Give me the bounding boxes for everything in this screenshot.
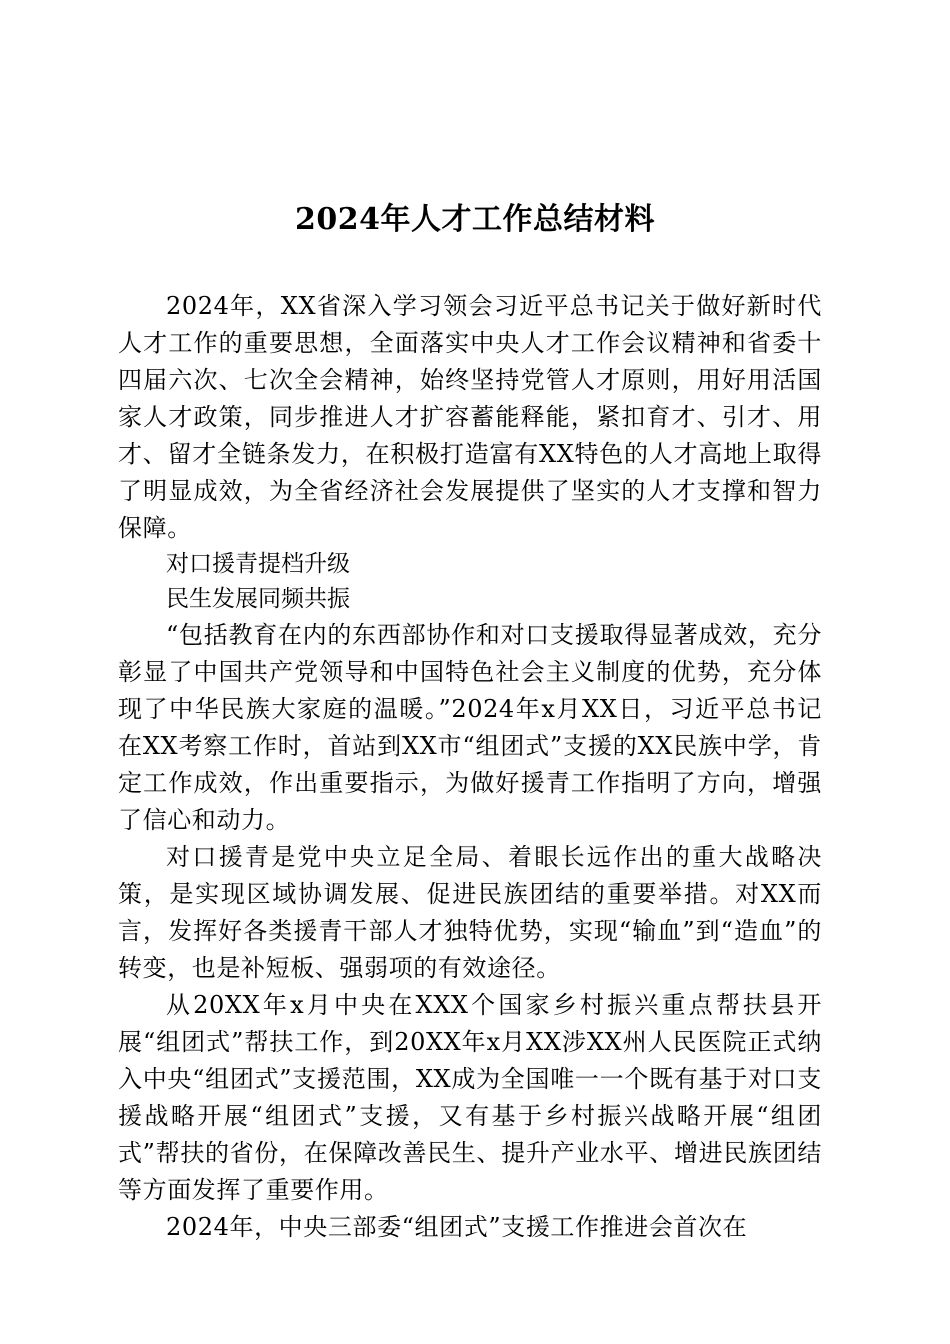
document-title: 2024年人才工作总结材料 <box>295 202 655 237</box>
section-heading-1: 对口援青提档升级 <box>166 551 350 577</box>
body-paragraph-4: 2024年，中央三部委“组团式”支援工作推进会首次在 <box>166 1213 748 1241</box>
document-body <box>118 288 822 1246</box>
intro-paragraph: 2024年，XX省深入学习领会习近平总书记关于做好新时代人才工作的重要思想，全面落实中央人才工作会议精神和省委十四届六次、七次全会精神，始终坚持党管人才原则，用好用活国家人才政策，同步推进人才扩容蓄能释能，紧扣育才、引才、用才、留才全链条发力，在积极打造富有XX特色的人才高地上取得了明显成效，为全省经济社会发展提供了坚实的人才支撑和智力保障。 <box>118 292 822 542</box>
body-paragraph-2: 对口援青是党中央立足全局、着眼长远作出的重大战略决策，是实现区域协调发展、促进民族团结的重要举措。对XX而言，发挥好各类援青干部人才独特优势，实现“输血”到“造血”的转变，也是补短板、强弱项的有效途径。 <box>118 843 822 982</box>
body-paragraph-3: 从20XX年x月中央在XXX个国家乡村振兴重点帮扶县开展“组团式”帮扶工作，到20XX年x月XX涉XX州人民医院正式纳入中央“组团式”支援范围，XX成为全国唯一一个既有基于对口支援战略开展“组团式”支援，又有基于乡村振兴战略开展“组团式”帮扶的省份，在保障改善民生、提升产业水平、增进民族团结等方面发挥了重要作用。 <box>118 991 822 1204</box>
section-heading-2: 民生发展同频共振 <box>166 586 350 612</box>
body-paragraph-1: “包括教育在内的东西部协作和对口支援取得显著成效，充分彰显了中国共产党领导和中国特色社会主义制度的优势，充分体现了中华民族大家庭的温暖。”2024年x月XX日，习近平总书记在XX考察工作时，首站到XX市“组团式”支援的XX民族中学，肯定工作成效，作出重要指示，为做好援青工作指明了方向，增强了信心和动力。 <box>118 621 822 834</box>
